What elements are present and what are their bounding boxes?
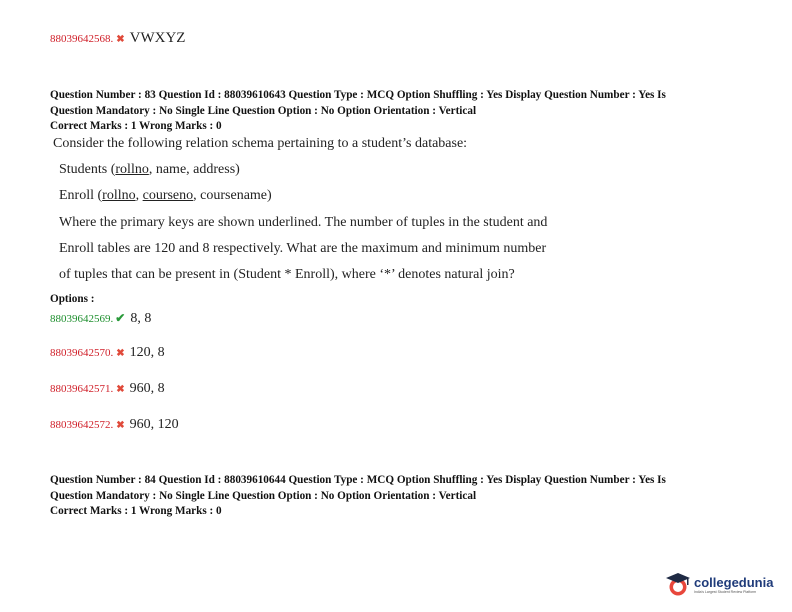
schema-rest: , name, address): [148, 162, 240, 177]
primary-key: rollno: [115, 162, 149, 177]
option-text: 960, 8: [129, 381, 165, 396]
option-text: 8, 8: [130, 311, 152, 326]
option-item: [50, 311, 151, 327]
collegedunia-logo: [664, 571, 773, 597]
option-item: [50, 381, 165, 397]
question-body-line: Where the primary keys are shown underlined. The number of tuples in the student and: [59, 215, 548, 230]
brand-name: collegedunia: [694, 574, 774, 590]
option-id: 88039642569.: [50, 313, 114, 325]
schema-sep: ,: [135, 188, 143, 203]
option-id: 88039642571.: [50, 383, 114, 395]
question-body-line: of tuples that can be present in (Student * Enroll), where ‘*’ denotes natural join?: [59, 267, 515, 282]
q83-meta: [50, 88, 666, 135]
option-id: 88039642572.: [50, 419, 114, 431]
cross-icon: ✖: [116, 348, 125, 359]
marks-line: Correct Marks : 1 Wrong Marks : 0: [50, 120, 222, 132]
option-item: [50, 417, 179, 433]
prev-option: [50, 30, 185, 47]
cross-icon: ✖: [116, 384, 125, 395]
check-icon: ✔: [115, 311, 126, 325]
schema-students: [59, 162, 240, 178]
schema-rest: , coursename): [193, 188, 272, 203]
option-id: 88039642568.: [50, 33, 114, 45]
option-id: 88039642570.: [50, 347, 114, 359]
question-body-line: Enroll tables are 120 and 8 respectively. What are the maximum and minimum number: [59, 241, 547, 256]
q84-meta: [50, 473, 666, 520]
meta-line: Question Number : 83 Question Id : 88039610643 Question Type : MCQ Option Shuffling : Yes Display Question Number : Yes Is: [50, 89, 666, 101]
graduate-cap-icon: [664, 571, 692, 597]
option-text: 960, 120: [129, 417, 179, 432]
meta-line: Question Mandatory : No Single Line Question Option : No Option Orientation : Vertical: [50, 104, 477, 117]
option-item: [50, 345, 165, 361]
primary-key: courseno: [142, 188, 194, 203]
cross-icon: ✖: [116, 34, 125, 45]
primary-key: rollno: [102, 188, 136, 203]
schema-name: Students (: [59, 162, 116, 177]
schema-name: Enroll (: [59, 188, 103, 203]
cross-icon: ✖: [116, 420, 125, 431]
schema-enroll: [59, 188, 272, 204]
meta-line: Question Mandatory : No Single Line Question Option : No Option Orientation : Vertical: [50, 489, 477, 502]
marks-line: Correct Marks : 1 Wrong Marks : 0: [50, 505, 222, 517]
options-label: Options :: [50, 293, 95, 305]
question-stem: Consider the following relation schema pertaining to a student’s database:: [53, 136, 468, 151]
meta-line: Question Number : 84 Question Id : 88039610644 Question Type : MCQ Option Shuffling : Yes Display Question Number : Yes Is: [50, 474, 666, 486]
option-text: 120, 8: [129, 345, 165, 360]
brand-tagline: India's Largest Student Review Platform: [694, 589, 757, 594]
option-text: VWXYZ: [129, 30, 186, 46]
